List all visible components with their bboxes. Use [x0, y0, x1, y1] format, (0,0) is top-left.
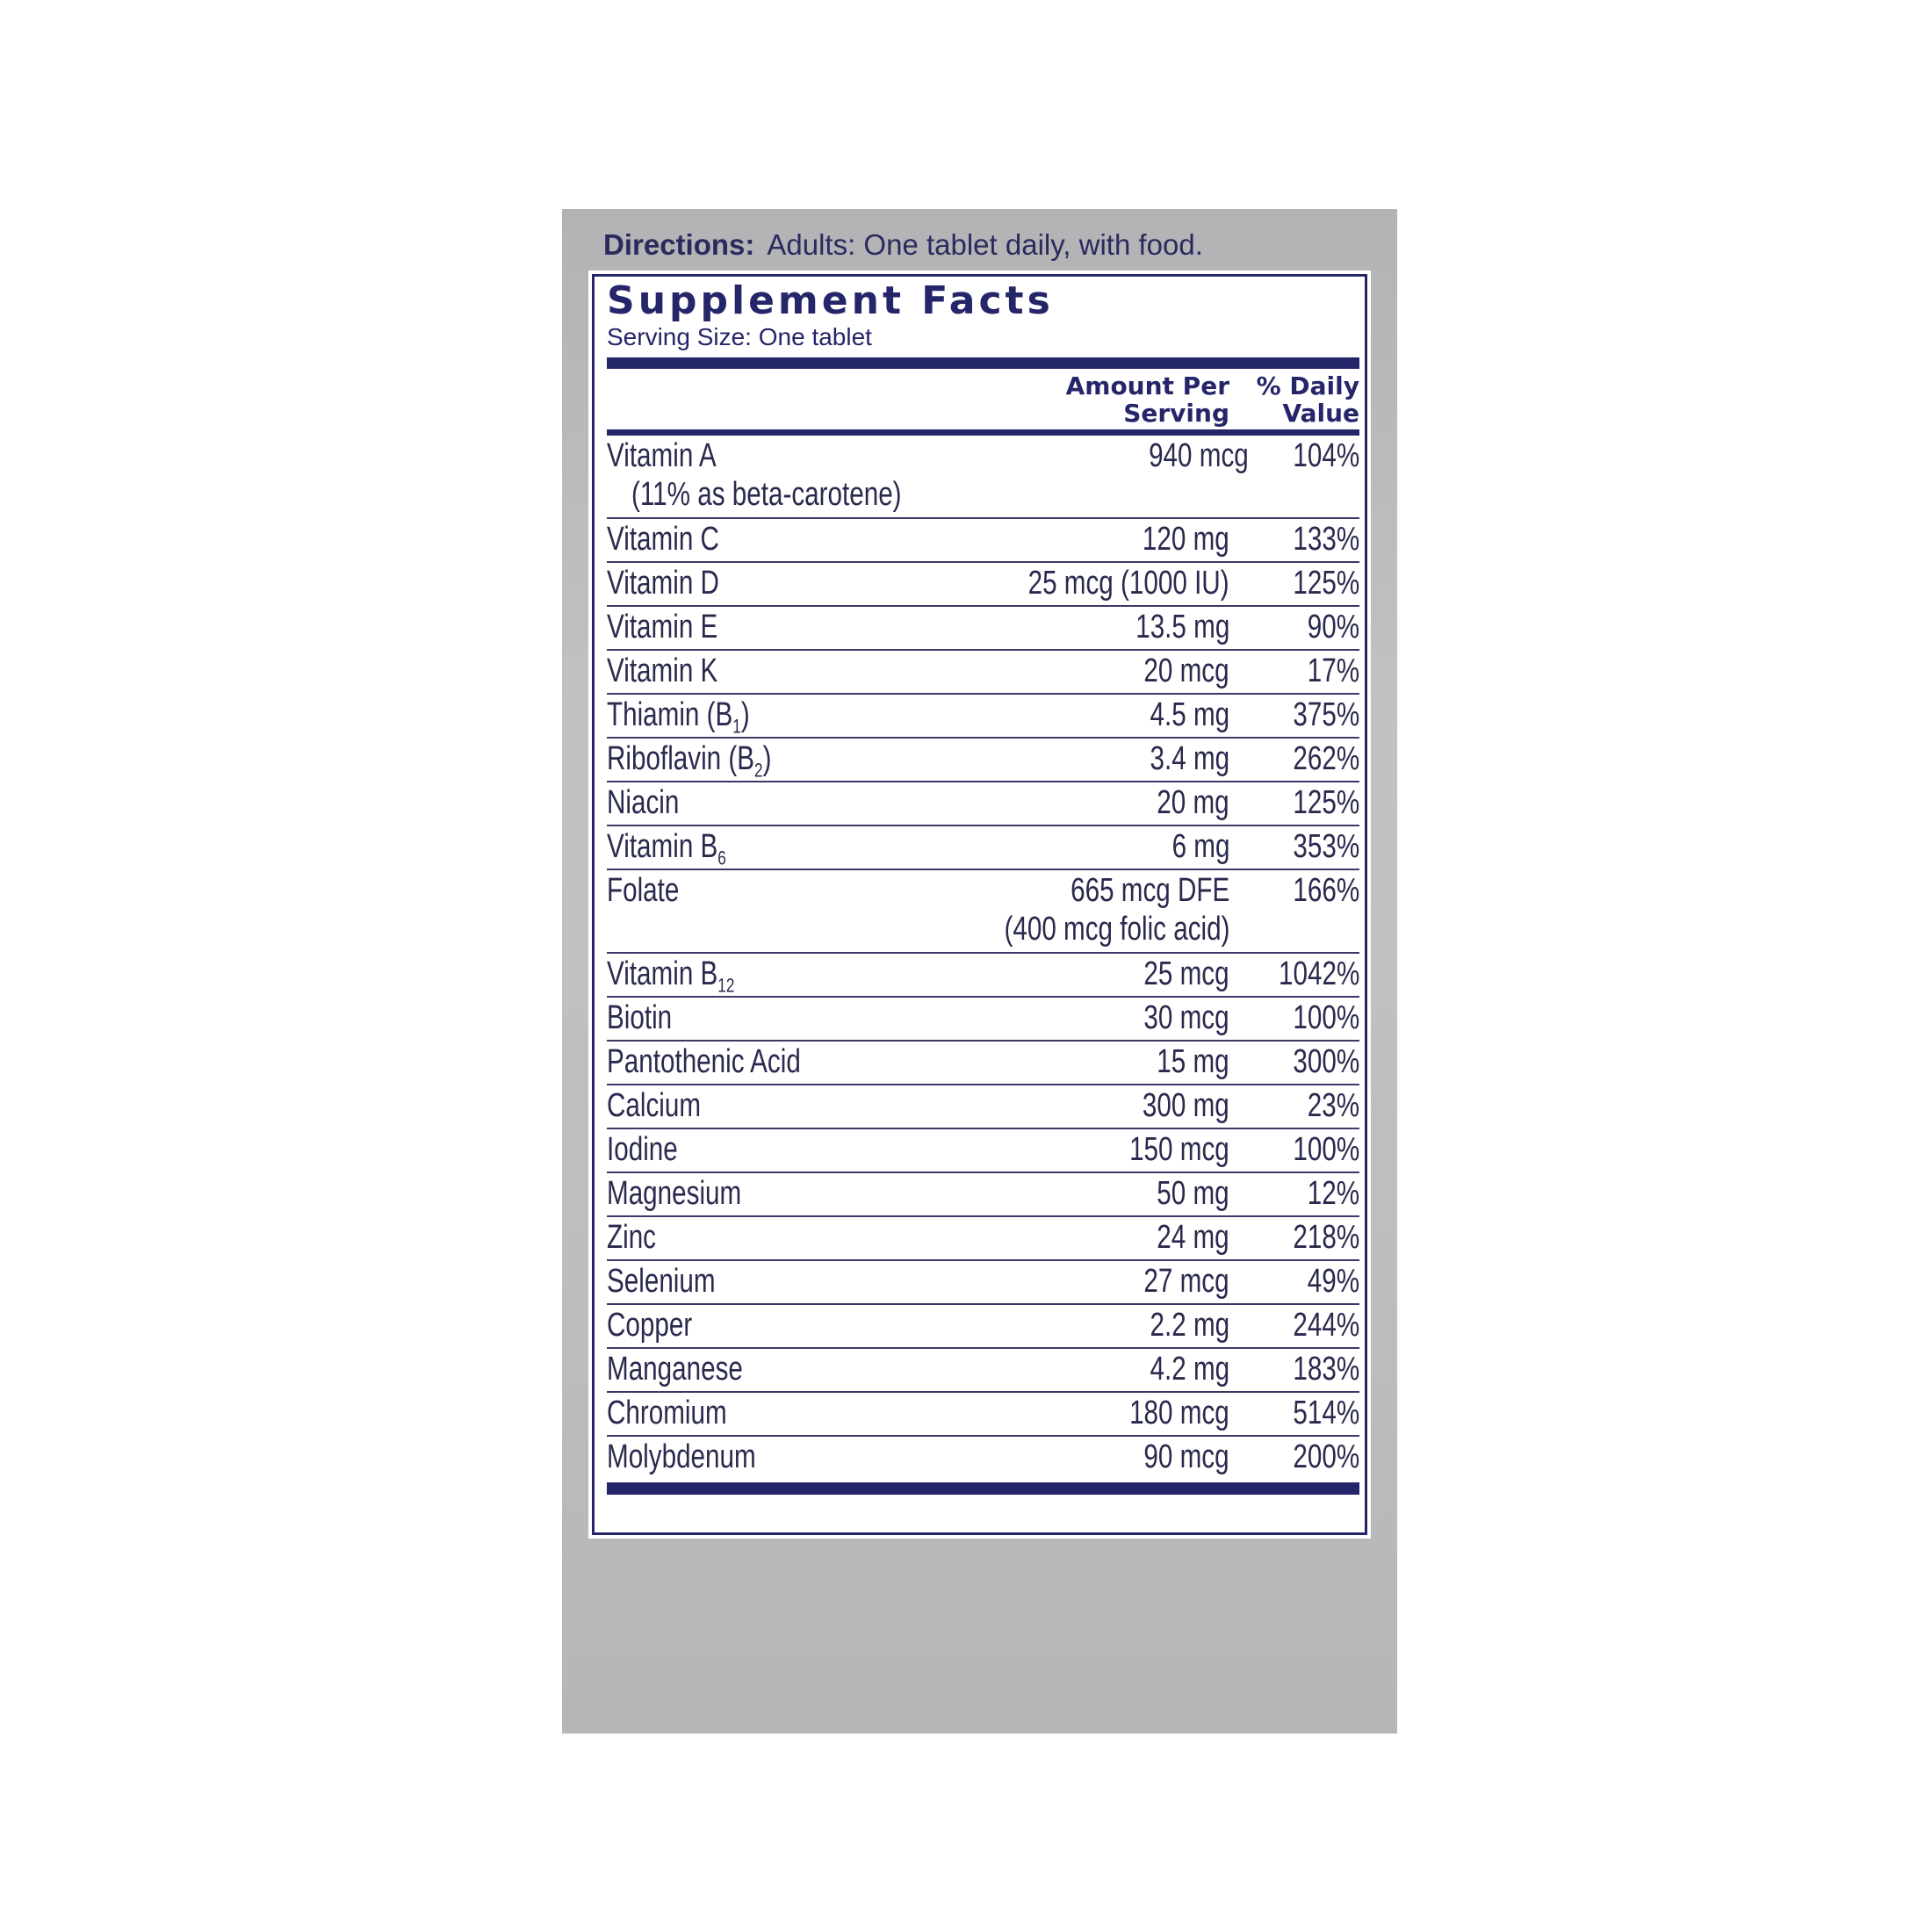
nutrient-daily-value-text: 183% — [1293, 1351, 1359, 1388]
nutrient-daily-value — [1229, 1173, 1359, 1213]
nutrient-daily-value — [1229, 954, 1359, 993]
nutrient-daily-value-text: 375% — [1293, 696, 1359, 733]
nutrient-name-suffix: ) — [740, 696, 750, 733]
table-row — [607, 1085, 1359, 1129]
nutrient-amount — [913, 1173, 1229, 1213]
nutrient-amount — [913, 998, 1229, 1037]
nutrient-amount — [913, 826, 1229, 866]
nutrient-name — [607, 1129, 913, 1169]
nutrient-name-text — [607, 1350, 743, 1388]
nutrient-name-note-line — [607, 475, 977, 514]
nutrient-name-main: Selenium — [607, 1263, 716, 1300]
column-header-row — [607, 369, 1359, 429]
nutrient-daily-value — [1248, 436, 1359, 475]
nutrient-amount-value: 25 mcg — [1143, 955, 1229, 992]
table-row — [607, 1437, 1359, 1481]
nutrient-amount-value: 3.4 mg — [1150, 740, 1229, 777]
nutrient-daily-value-text: 200% — [1293, 1438, 1359, 1475]
nutrient-daily-value — [1229, 739, 1359, 778]
nutrient-amount-note: (400 mcg folic acid) — [1004, 911, 1229, 948]
nutrient-daily-value — [1229, 1042, 1359, 1081]
nutrient-daily-value-text: 300% — [1293, 1043, 1359, 1080]
nutrient-name — [607, 519, 913, 559]
nutrient-daily-value-text: 166% — [1293, 872, 1359, 909]
nutrient-daily-value — [1229, 563, 1359, 602]
nutrient-amount — [913, 607, 1229, 646]
nutrient-amount — [913, 1129, 1229, 1169]
table-row — [607, 436, 1359, 519]
nutrient-name-text — [607, 1042, 801, 1081]
nutrient-amount-value: 4.5 mg — [1150, 696, 1229, 733]
nutrient-name-text — [607, 1394, 727, 1432]
nutrient-name-main: Copper — [607, 1307, 693, 1344]
nutrient-name — [607, 1173, 913, 1213]
table-row — [607, 1393, 1359, 1437]
nutrient-daily-value — [1229, 1305, 1359, 1344]
table-row — [607, 651, 1359, 695]
nutrient-daily-value-text: 125% — [1293, 565, 1359, 602]
nutrient-amount — [913, 519, 1229, 559]
nutrient-amount-value: 6 mg — [1171, 828, 1229, 865]
nutrient-name — [607, 563, 913, 602]
nutrient-amount — [913, 563, 1229, 602]
nutrient-name — [607, 1349, 913, 1388]
nutrient-amount — [977, 436, 1248, 475]
nutrient-name — [607, 998, 913, 1037]
nutrient-amount-value: 30 mcg — [1143, 999, 1229, 1036]
column-header-amount-line2: Serving — [1123, 398, 1229, 428]
nutrient-name-text — [607, 1438, 756, 1476]
nutrient-amount — [913, 870, 1229, 948]
nutrient-daily-value-text: 133% — [1293, 521, 1359, 558]
nutrient-daily-value — [1229, 651, 1359, 690]
nutrient-name-main: Magnesium — [607, 1175, 742, 1212]
nutrient-amount-value: 13.5 mg — [1135, 609, 1229, 645]
nutrient-amount-value: 940 mcg — [1148, 437, 1249, 474]
nutrient-amount-value: 20 mcg — [1143, 652, 1229, 689]
nutrient-daily-value-text: 353% — [1293, 828, 1359, 865]
nutrient-daily-value-text: 125% — [1293, 784, 1359, 821]
table-row — [607, 1305, 1359, 1349]
nutrient-name-main: Zinc — [607, 1219, 657, 1256]
nutrient-amount — [913, 1305, 1229, 1344]
table-row — [607, 563, 1359, 607]
table-row — [607, 1129, 1359, 1173]
nutrient-daily-value — [1229, 695, 1359, 734]
nutrient-name-subscript: 2 — [754, 759, 763, 782]
nutrient-name-main: Vitamin C — [607, 521, 719, 558]
nutrient-daily-value — [1229, 1261, 1359, 1301]
nutrient-daily-value-text: 514% — [1293, 1395, 1359, 1431]
nutrient-daily-value — [1229, 607, 1359, 646]
nutrient-amount — [913, 1085, 1229, 1125]
nutrient-name-main: Vitamin E — [607, 609, 718, 645]
nutrient-amount — [913, 1393, 1229, 1432]
nutrient-name-text — [607, 827, 726, 878]
nutrient-name-main: Pantothenic Acid — [607, 1043, 801, 1080]
nutrient-amount — [913, 1437, 1229, 1476]
nutrient-name-main: Calcium — [607, 1087, 702, 1124]
supplement-facts-content — [607, 277, 1359, 1495]
nutrient-table — [607, 436, 1359, 1481]
divider-bottom — [607, 1482, 1359, 1495]
directions-label: Directions: — [603, 228, 755, 261]
nutrient-name-main: Niacin — [607, 784, 680, 821]
nutrient-name-note: (11% as beta-carotene) — [631, 476, 902, 513]
nutrient-name-text — [607, 652, 717, 690]
facts-title: Supplement Facts — [607, 278, 1054, 323]
nutrient-amount-value: 15 mg — [1157, 1043, 1229, 1080]
directions — [603, 228, 1203, 262]
nutrient-name-main: Molybdenum — [607, 1438, 756, 1475]
nutrient-daily-value-text: 244% — [1293, 1307, 1359, 1344]
table-row — [607, 695, 1359, 739]
nutrient-daily-value-text: 218% — [1293, 1219, 1359, 1256]
table-row — [607, 607, 1359, 651]
column-header-daily-value — [1229, 372, 1359, 427]
nutrient-amount — [913, 1349, 1229, 1388]
table-row — [607, 870, 1359, 954]
nutrient-name — [607, 651, 913, 690]
nutrient-amount-value: 50 mg — [1157, 1175, 1229, 1212]
divider-thick — [607, 357, 1359, 369]
nutrient-name-main: Vitamin A — [607, 437, 717, 474]
serving-size: Serving Size: One tablet — [607, 323, 872, 350]
table-row — [607, 1261, 1359, 1305]
nutrient-name-main: Biotin — [607, 999, 673, 1036]
nutrient-amount — [913, 782, 1229, 822]
nutrient-daily-value-text: 23% — [1307, 1087, 1359, 1124]
nutrient-name-main: Folate — [607, 872, 680, 909]
nutrient-daily-value — [1229, 519, 1359, 559]
nutrient-daily-value-text: 1042% — [1278, 955, 1359, 992]
nutrient-name-text — [607, 955, 734, 1006]
nutrient-daily-value-text: 12% — [1307, 1175, 1359, 1212]
nutrient-name-main: Iodine — [607, 1131, 678, 1168]
nutrient-amount-value: 4.2 mg — [1150, 1351, 1229, 1388]
nutrient-name — [607, 1393, 913, 1432]
nutrient-name — [607, 1217, 913, 1257]
divider-medium — [607, 429, 1359, 436]
nutrient-name-subscript: 6 — [717, 847, 726, 869]
nutrient-amount-value: 20 mg — [1157, 784, 1229, 821]
table-row — [607, 519, 1359, 563]
nutrient-daily-value-text: 104% — [1293, 437, 1359, 474]
nutrient-name — [607, 1437, 913, 1476]
nutrient-daily-value — [1229, 782, 1359, 822]
directions-text: Adults: One tablet daily, with food. — [767, 228, 1203, 261]
nutrient-amount-value: 90 mcg — [1143, 1438, 1229, 1475]
column-header-amount — [1027, 372, 1229, 427]
nutrient-name-main: Vitamin B — [607, 955, 718, 992]
table-row — [607, 1217, 1359, 1261]
nutrient-name-text — [607, 871, 679, 910]
nutrient-daily-value-text: 90% — [1307, 609, 1359, 645]
nutrient-amount-value: 120 mg — [1143, 521, 1229, 558]
nutrient-name — [607, 1085, 913, 1125]
nutrient-daily-value — [1229, 1129, 1359, 1169]
nutrient-name — [607, 607, 913, 646]
nutrient-name-main: Manganese — [607, 1351, 743, 1388]
nutrient-name-text — [607, 520, 719, 559]
table-row — [607, 1173, 1359, 1217]
nutrient-name-main: Thiamin (B — [607, 696, 733, 733]
nutrient-amount-value: 2.2 mg — [1150, 1307, 1229, 1344]
nutrient-amount — [913, 739, 1229, 778]
nutrient-amount — [913, 954, 1229, 993]
table-row — [607, 1349, 1359, 1393]
supplement-facts-border — [592, 274, 1367, 1535]
nutrient-name-subscript: 1 — [732, 715, 741, 738]
table-row — [607, 954, 1359, 998]
nutrient-name — [607, 1042, 913, 1081]
nutrient-amount-value: 665 mcg DFE — [1070, 872, 1229, 909]
supplement-facts-box — [588, 270, 1371, 1539]
nutrient-name-main: Vitamin D — [607, 565, 719, 602]
nutrient-daily-value-text: 262% — [1293, 740, 1359, 777]
nutrient-name-text — [607, 608, 717, 646]
nutrient-amount — [913, 695, 1229, 734]
nutrient-name-text — [607, 1262, 716, 1301]
nutrient-amount — [913, 651, 1229, 690]
nutrient-name — [607, 870, 913, 910]
nutrient-amount-value: 150 mcg — [1129, 1131, 1229, 1168]
nutrient-name-text — [607, 739, 771, 790]
nutrient-daily-value — [1229, 1393, 1359, 1432]
nutrient-daily-value — [1229, 1217, 1359, 1257]
nutrient-daily-value — [1229, 870, 1359, 910]
nutrient-name-main: Vitamin B — [607, 828, 718, 865]
nutrient-amount-value: 300 mg — [1143, 1087, 1229, 1124]
nutrient-amount-value: 27 mcg — [1143, 1263, 1229, 1300]
nutrient-daily-value-text: 49% — [1307, 1263, 1359, 1300]
column-header-dv-line2: Value — [1282, 398, 1359, 428]
nutrient-daily-value-text: 100% — [1293, 999, 1359, 1036]
nutrient-name-text — [607, 1130, 678, 1169]
nutrient-name-text — [607, 783, 679, 822]
nutrient-name — [607, 1261, 913, 1301]
nutrient-amount-value: 180 mcg — [1129, 1395, 1229, 1431]
nutrient-name-text — [607, 998, 672, 1037]
nutrient-name-text — [607, 1218, 656, 1257]
nutrient-daily-value — [1229, 1085, 1359, 1125]
nutrient-name-text — [607, 436, 717, 475]
table-row — [607, 826, 1359, 870]
nutrient-daily-value — [1229, 1349, 1359, 1388]
nutrient-name-text — [607, 1086, 701, 1125]
nutrient-name — [607, 436, 977, 514]
nutrient-name-subscript: 12 — [717, 974, 735, 997]
nutrient-name — [607, 1305, 913, 1344]
nutrient-name-main: Chromium — [607, 1395, 727, 1431]
column-header-amount-line1: Amount Per — [1065, 371, 1229, 400]
nutrient-name-text — [607, 564, 719, 602]
nutrient-amount-value: 24 mg — [1157, 1219, 1229, 1256]
nutrient-daily-value — [1229, 826, 1359, 866]
nutrient-daily-value-text: 100% — [1293, 1131, 1359, 1168]
table-row — [607, 1042, 1359, 1085]
nutrient-name-text — [607, 696, 750, 746]
nutrient-amount — [913, 1261, 1229, 1301]
nutrient-daily-value — [1229, 1437, 1359, 1476]
nutrient-daily-value — [1229, 998, 1359, 1037]
column-header-dv-line1: % Daily — [1256, 371, 1359, 400]
nutrient-name-main: Vitamin K — [607, 652, 718, 689]
nutrient-name-text — [607, 1306, 692, 1344]
nutrient-amount — [913, 1042, 1229, 1081]
label-panel — [562, 209, 1397, 1734]
nutrient-name-suffix: ) — [762, 740, 772, 777]
table-row — [607, 739, 1359, 782]
nutrient-name-main: Riboflavin (B — [607, 740, 755, 777]
nutrient-name-text — [607, 1174, 741, 1213]
nutrient-amount — [913, 1217, 1229, 1257]
nutrient-daily-value-text: 17% — [1307, 652, 1359, 689]
nutrient-amount-value: 25 mcg (1000 IU) — [1028, 565, 1229, 602]
